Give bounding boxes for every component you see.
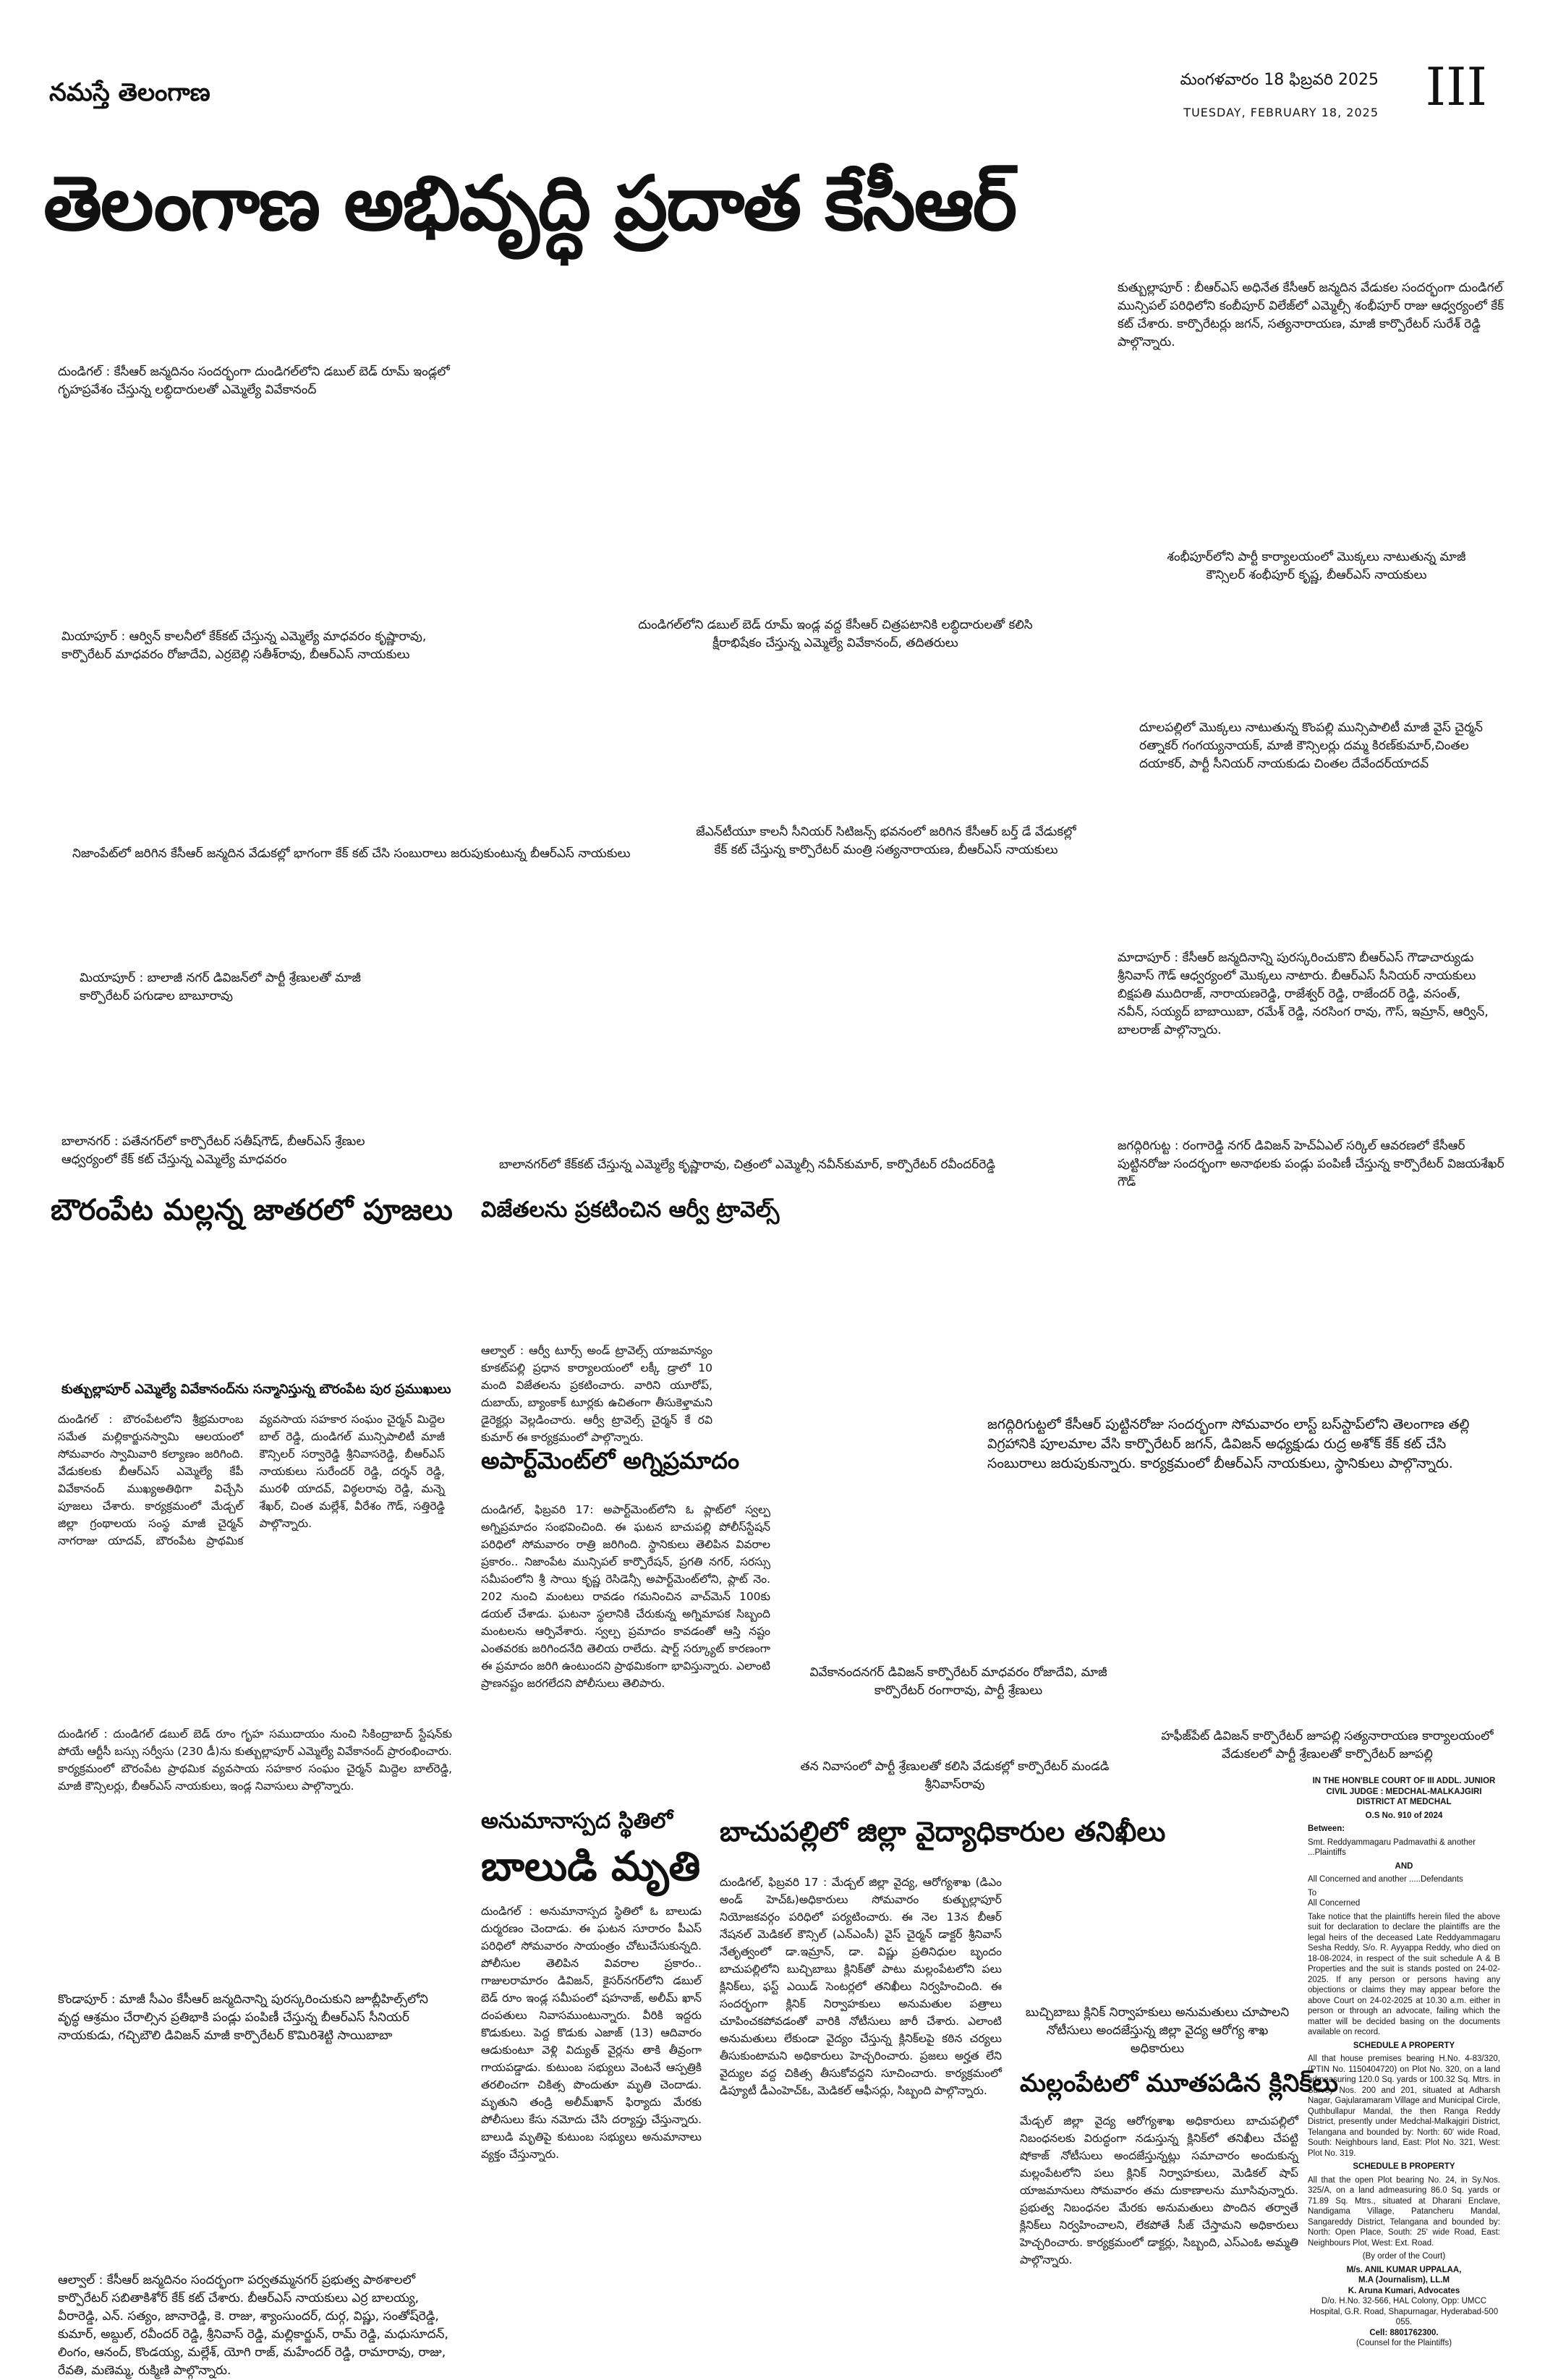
story-fire-headline: అపార్ట్‌మెంట్‌లో అగ్నిప్రమాదం	[481, 1447, 740, 1474]
caption-alwal-school: ఆల్వాల్ : కేసీఆర్ జన్మదినం సందర్భంగా పర్వతమ్మనగర్ ప్రభుత్వ పాఠశాలలో కార్పొరేటర్ సబితాకిశోర్ కేక్ కట్ చేశారు. బీఆర్ఎస్ నాయకులు ఎర్ర బాలయ్య, వీరారెడ్డి, ఎన్. సత్యం, జానారెడ్డి, కె. రాజు, శ్యాంసుందర్, దుర్గ, విష్ణు, సంతోష్‌రెడ్డి, కుమార్, అబ్దుల్, రవీందర్ రెడ్డి, శ్రీనివాస్ రెడ్డి, మల్లికార్జున్, రామ్ రెడ్డి, మధుసూదన్, లింగం, ఆనంద్, కొండయ్య, మల్లేశ్, యోగి రాజ్, మహేందర్ రెడ్డి, రామారావు, రాజు, రేవతి, మణెమ్మ, రుక్మిణి పాల్గొన్నారు.	[58, 2273, 448, 2378]
ad-case-number: O.S No. 910 of 2024	[1365, 1811, 1443, 1820]
ad-address: D/o. H.No. 32-566, HAL Colony, Opp: UMCC Hospital, G.R. Road, Shapurnagar, Hyderabad-500 055.	[1309, 2297, 1499, 2326]
caption-kondapur-ashram: కొండాపూర్ : మాజీ సీఎం కేసీఆర్ జన్మదినాన్ని పురస్కరించుకుని జూబ్లీహిల్స్‌లోని వృద్ధ ఆశ్రమం చేరాల్సిన ప్రతిభాకి పండ్లు పంపిణీ చేస్తున్న బీఆర్ఎస్ సీనియర్ నాయకుడు, గచ్చిబౌలి డివిజన్ మాజీ కార్పొరేటర్ కొమిరిశెట్టి సాయిబాబా	[58, 1992, 428, 2043]
ad-defendants: All Concerned and another .....Defendants	[1308, 1875, 1463, 1884]
caption-balanagar-fatehnagar: బాలానగర్ : పతేనగర్‌లో కార్పొరేటర్ సతీష్‌గౌడ్, బీఆర్ఎస్ శ్రేణుల ఆధ్వర్యంలో కేక్ కట్ చేస్తున్న ఎమ్మెల్యే మాధవరం	[61, 1134, 365, 1167]
story-bowrampet-body: దుండిగల్ : బౌరంపేటలోని శ్రీభ్రమరాంబ సమేత మల్లికార్జునస్వామి ఆలయంలో సోమవారం స్వామివారి కల్యాణం జరిగింది. వేడుకలకు బీఆర్ఎస్ ఎమ్మెల్యే కేపీ వివేకానంద్ ముఖ్యఅతిథిగా విచ్చేసి పూజలు చేశారు. కార్యక్రమంలో మేడ్చల్ జిల్లా గ్రంథాలయ సంస్థ మాజీ చైర్మన్ నాగరాజు యాదవ్, బౌరంపేట ప్రాథమిక వ్యవసాయ సహకార సంఘం చైర్మన్ మిద్దెల బాల్ రెడ్డి, దుండిగల్ మున్సిపాలిటీ మాజీ కౌన్సిలర్ సర్వారెడ్డి శ్రీనివాసరెడ్డి, బీఆర్ఎస్ నాయకులు సురేందర్ రెడ్డి, దర్శన్ రెడ్డి, మురళీ యాదవ్, విఠ్ఠలరావు రెడ్డి, మన్నె శేఖర్, చింత మల్లేశ్, వీరేశం గౌడ్, సత్తిరెడ్డి పాల్గొన్నారు.	[58, 1413, 445, 1547]
ad-schedule-b-title: SCHEDULE B PROPERTY	[1353, 2162, 1455, 2171]
date-english: TUESDAY, FEBRUARY 18, 2025	[1183, 106, 1379, 119]
caption-jagadgirigutta-statue: జగద్గిరిగుట్టలో కేసీఆర్ పుట్టినరోజు సందర్భంగా సోమవారం లాస్ట్ బస్‌స్టాప్‌లోని తెలంగాణ తల్లి విగ్రహానికి పూలమాల వేసి కార్పొరేటర్ జగన్, డివిజన్ అధ్యక్షుడు రుద్ర అశోక్ కేక్ కట్ చేసి సంబురాలు జరుపుకున్నారు. కార్యక్రమంలో బీఆర్ఎస్ నాయకులు, స్థానికులు పాల్గొన్నారు.	[987, 1416, 1470, 1471]
ad-firm: M/s. ANIL KUMAR UPPALAA,	[1346, 2265, 1462, 2274]
caption-clinic-notices: బుచ్చిబాబు క్లినిక్ నిర్వాహకులు అనుమతులు చూపాలని నోటీసులు అందజేస్తున్న జిల్లా వైద్య ఆరోగ్య శాఖ అధికారులు	[1025, 2005, 1290, 2056]
story-rv-travels-body: ఆల్వాల్ : ఆర్వీ టూర్స్ అండ్ ట్రావెల్స్ యాజమాన్యం కూకట్‌పల్లి ప్రధాన కార్యాలయంలో లక్కీ డ్రాలో 10 మంది విజేతలను ప్రకటించారు. వారిని యూరోప్, దుబాయ్, బ్యాంకాక్ టూర్లకు ఉచితంగా తీసుకెళ్తామని డైరెక్టర్లు వెల్లడించారు. ఆర్వీ ట్రావెల్స్ చైర్మన్ కే రవి కుమార్ ఈ కార్యక్రమంలో పాల్గొన్నారు.	[481, 1344, 712, 1444]
story-boy-death-body: దుండిగల్ : అనుమానాస్పద స్థితిలో ఓ బాలుడు దుర్మరణం చెందాడు. ఈ ఘటన సూరారం పీఎస్ పరిధిలో సోమవారం సాయంత్రం చోటుచేసుకున్నది. పోలీసుల తెలిపిన వివరాల ప్రకారం.. గాజులరామారం డివిజన్, కైసర్‌నగర్‌లోని డబుల్ బెడ్ రూం ఇండ్ల సమీపంలో షహనాజ్, అలీమ్ ఖాన్ దంపతులు నివాసముంటున్నారు. వీరికి ఇద్దరు కొడుకులు. పెద్ద కొడుకు ఎజాజ్ (13) ఆదివారం ఆడుకుంటూ వెళ్లి విద్యుత్ వైర్లను తాకి తీవ్రంగా గాయపడ్డాడు. కుటుంబ సభ్యులు వెంటనే ఆస్పత్రికి తరలించగా చికిత్స పొందుతూ మృతి చెందాడు. మృతుని తండ్రి అలీమ్‌ఖాన్ ఫిర్యాదు మేరకు పోలీసులు కేసు నమోదు చేసి దర్యాప్తు చేస్తున్నారు. బాలుడి మృతిపై కుటుంబ సభ్యులు అనుమానాలు వ్యక్తం చేస్తున్నారు.	[481, 1905, 702, 2161]
story-clinics-body: మేడ్చల్ జిల్లా వైద్య ఆరోగ్యశాఖ అధికారులు బాచుపల్లిలో నిబంధనలకు విరుద్ధంగా నడుస్తున్న క్లినిక్‌లో తనిఖీలు చేపట్టి షోకాజ్ నోటీసులు అందజేస్తున్నట్లు సమాచారం అందుకున్న మల్లంపేటలోని పలు క్లినిక్ నిర్వాహకులు, మెడికల్ షాప్ యాజమానులు సోమవారం తమ దుకాణాలను మూసివున్నారు. ప్రభుత్వ నిబంధనల మేరకు అనుమతులు పొందిన తర్వాతే క్లినిక్‌లు నిర్వహించాలని, లేకపోతే సీజ్ చేస్తామని అధికారులు హెచ్చరించారు. కార్యక్రమంలో డాక్టర్లు, సిబ్బంది, ఎస్ఎంఓ అమ్మతి పాల్గొన్నారు.	[1020, 2115, 1298, 2266]
story-boy-death-kicker: అనుమానాస్పద స్థితిలో	[481, 1809, 673, 1834]
caption-dulapally-plants: దూలపల్లిలో మొక్కలు నాటుతున్న కొంపల్లి మున్సిపాలిటీ మాజీ వైస్ చైర్మన్ రత్నాకర్ గంగయ్యనాయక్, మాజీ కౌన్సిలర్లు దమ్మ కిరణ్‌కుమార్,చింతల దయాకర్, పార్టీ సీనియర్ నాయకుడు చింతల దేవేందర్‌యాదవ్	[1139, 721, 1483, 771]
legal-notice-ad	[1308, 1776, 1500, 2352]
caption-nizampet: నిజాంపేట్‌లో జరిగిన కేసీఆర్ జన్మదిన వేడుకల్లో భాగంగా కేక్ కట్ చేసి సంబురాలు జరుపుకుంటున్న బీఆర్ఎస్ నాయకులు	[72, 846, 631, 861]
ad-and: AND	[1395, 1861, 1413, 1871]
caption-jntu-colony: జేఎన్‌టీయూ కాలనీ సీనియర్ సిటిజన్స్ భవనంలో జరిగిన కేసీఆర్ బర్త్ డే వేడుకల్లో కేక్ కట్ చేస్తున్న కార్పొరేటర్ మంత్రి సత్యనారాయణ, బీఆర్ఎస్ నాయకులు	[696, 825, 1076, 857]
caption-residence-celebration: తన నివాసంలో పార్టీ శ్రేణులతో కలిసి వేడుకల్లో కార్పొరేటర్ మండడి శ్రీనివాస్‌రావు	[800, 1759, 1110, 1792]
ad-schedule-a: All that house premises bearing H.No. 4-83/320, (PTIN No. 1150404720) on Plot No. 320, on a land admeasuring 120.0 Sq. yards or 100.32 Sq. Mtrs. in Survey Nos. 200 and 201, situated at Adharsh Nagar, Gajularamaram Village and Municipal Circle, Quthbullapur Mandal, the then Ranga Reddy District, presently under Medchal-Malkajgiri District, Telangana and bounded by: North: 60' wide Road, South: Neighbours land, East: Plot No. 321, West: Plot No. 319.	[1308, 2054, 1500, 2158]
story-bus-service-body: దుండిగల్ : దుండిగల్ డబుల్ బెడ్ రూం గృహ సముదాయం నుంచి సికింద్రాబాద్ స్టేషన్‌కు పోయే ఆర్టీసీ బస్సు సర్వీసు (230 డీ)ను కుత్బుల్లాపూర్ ఎమ్మెల్యే వివేకానంద్ ప్రారంభించారు. కార్యక్రమంలో బౌరంపేట ప్రాథమిక వ్యవసాయ సహకార సంఘం చైర్మన్ మిద్దెల బాల్‌రెడ్డి, మాజీ కౌన్సిలర్లు, బీఆర్ఎస్ నాయకులు, ఇండ్ల నివాసులు పాల్గొన్నారు.	[58, 1727, 452, 1793]
caption-double-bedroom-entry: దుండిగల్ : కేసీఆర్ జన్మదినం సందర్భంగా దుండిగల్‌లోని డబుల్ బెడ్ రూమ్ ఇండ్లలో గృహప్రవేశం చేస్తున్న లబ్ధిదారులతో ఎమ్మెల్యే వివేకానంద్	[58, 365, 450, 397]
caption-madapur-plants: మాదాపూర్ : కేసీఆర్ జన్మదినాన్ని పురస్కరించుకొని బీఆర్ఎస్ గౌడాచార్యుడు శ్రీనివాస్ గౌడ్ ఆధ్వర్యంలో మొక్కలు నాటారు. బీఆర్ఎస్ సీనియర్ నాయకులు బిక్షపతి ముదిరాజ్, నారాయణరెడ్డి, రాజేశ్వర్ రెడ్డి, రాజేందర్ రెడ్డి, వసంత్, నవీన్, సయ్యద్ బాబాయిబా, రమేశ్ రెడ్డి, నరసింగ రావు, గౌస్, ఇమ్రాన్, ఆర్విన్, బాలరాజ్ పాల్గొన్నారు.	[1118, 951, 1489, 1037]
ad-notice: Take notice that the plaintiffs herein filed the above suit for declaration to declare the plaintiffs are the legal heirs of the deceased Late Reddyammagaru Sesha Reddy, S/o. R. Ayyappa Reddy, who died on 18-08-2024, in respect of the suit schedule A & B Properties and the suit is stands posted on 24-02-2025. If any person or persons having any objections or claims they may appear before the above Court on 24-02-2025 at 10.30 a.m. either in person or through an advocate, failing which the matter will be decided basing on the documents available on record.	[1308, 1912, 1500, 2036]
page-number: III	[1425, 56, 1487, 117]
caption-balaji-nagar: మియాపూర్ : బాలాజీ నగర్ డివిజన్‌లో పార్టీ శ్రేణులతో మాజీ కార్పొరేటర్ పగుడాల బాబూరావు	[80, 971, 361, 1003]
story-fire-body: దుండిగల్, ఫిబ్రవరి 17: అపార్ట్‌మెంట్‌లోని ఓ ప్లాట్‌లో స్వల్ప అగ్నిప్రమాదం సంభవించింది. ఈ ఘటన బాచుపల్లి పోలీస్‌స్టేషన్ పరిధిలో సోమవారం రాత్రి జరిగింది. స్థానికులు తెలిపిన వివరాల ప్రకారం.. నిజాంపేట మున్సిపల్ కార్పొరేషన్, ప్రగతి నగర్, సరస్సు సమీపంలోని శ్రీ సాయి కృష్ణ రెసిడెన్సీ అపార్ట్‌మెంట్‌లోని, ప్లాట్ నెం. 202 నుంచి మంటలు రావడం గమనించిన వాచ్‌మెన్ 100కు డయల్ చేశాడు. ఘటనా స్థలానికి చేరుకున్న అగ్నిమాపక సిబ్బంది మంటలను ఆర్పివేశారు. స్వల్ప ప్రమాదం కావడంతో ఆస్తి నష్టం ఎంతవరకు జరిగిందనేది తెలియ రాలేదు. షార్ట్ సర్క్యూట్ కారణంగా ఈ ప్రమాదం జరిగి ఉంటుందని ప్రాథమికంగా భావిస్తున్నారు. ఎలాంటి ప్రాణనష్టం జరగలేదని పోలీసులు తెలిపారు.	[481, 1503, 770, 1690]
masthead: నమస్తే తెలంగాణ	[49, 78, 210, 107]
story-bowrampet-kicker: కుత్బుల్లాపూర్ ఎమ్మెల్యే వివేకానంద్‌ను సన్మానిస్తున్న బౌరంపేట పుర ప్రముఖులు	[61, 1382, 451, 1397]
ad-schedule-a-title: SCHEDULE A PROPERTY	[1353, 2041, 1455, 2050]
story-bowrampet-headline: బౌరంపేట మల్లన్న జాతరలో పూజలు	[51, 1194, 453, 1227]
main-headline: తెలంగాణ అభివృద్ధి ప్రదాత కేసీఆర్	[43, 159, 1016, 247]
caption-balanagar-cake: బాలానగర్‌లో కేక్‌కట్ చేస్తున్న ఎమ్మెల్యే కృష్ణారావు, చిత్రంలో ఎమ్మెల్సీ నవీన్‌కుమార్, కార్పొరేటర్ రవీందర్‌రెడ్డి	[499, 1157, 996, 1172]
story-clinics-headline: మల్లంపేటలో మూతపడిన క్లినిక్‌లు	[1020, 2069, 1338, 2098]
caption-milk-abhishekam: దుండిగల్‌లోని డబుల్ బెడ్ రూమ్ ఇండ్ల వద్ద కేసీఆర్ చిత్రపటానికి లబ్ధిదారులతో కలిసి క్షీరాభిషేకం చేస్తున్న ఎమ్మెల్యే వివేకానంద్, తదితరులు	[638, 618, 1033, 650]
ad-advocate: K. Aruna Kumari, Advocates	[1348, 2286, 1460, 2295]
story-inspection-body: దుండిగల్, ఫిబ్రవరి 17 : మేడ్చల్ జిల్లా వైద్య, ఆరోగ్యశాఖ (డిఎం అండ్ హెచ్‌ఓ)అధికారులు సోమవారం కుత్బుల్లాపూర్ నియోజకవర్గం పరిధిలో పర్యటించారు. ఈ నెల 13న బీఆర్ నేషనల్ మెడికల్ కౌన్సిల్ (ఎన్ఎంసీ) వైస్ చైర్మన్ డాక్టర్ శ్రీనివాస్ నేతృత్వంలో డా.ఇమ్రాన్, డా. విష్ణు ప్రతినిధుల బృందం బాచుపల్లిలోని బుచ్చిబాబు క్లినిక్‌తో పాటు మల్లంపేటలోని పలు క్లినిక్‌లు, ఫస్ట్ ఎయిడ్ సెంటర్లలో తనిఖీలు నిర్వహించింది. ఈ సందర్భంగా క్లినిక్ నిర్వాహకులు అనుమతుల పత్రాలు చూపించకపోవడంతో వారికి నోటీసులు జారీ చేశారు. ఎలాంటి అనుమతులు లేకుండా వైద్యం చేస్తున్న క్లినిక్‌లపై కఠిన చర్యలు తీసుకుంటామని అధికారులు హెచ్చరించారు. ప్రజలు అర్హత లేని వైద్యుల వద్ద చికిత్స తీసుకోవద్దని సూచించారు. కార్యక్రమంలో డిప్యూటీ డీఎంహెచ్‌ఓ, మెడికల్ ఆఫీసర్లు, సిబ్బంది పాల్గొన్నారు.	[720, 1876, 1002, 2097]
date-telugu: మంగళవారం 18 ఫిబ్రవరి 2025	[1180, 71, 1379, 89]
ad-court: IN THE HON'BLE COURT OF III ADDL. JUNIOR CIVIL JUDGE : MEDCHAL-MALKAJGIRI DISTRICT AT MEDCHAL	[1312, 1777, 1496, 1806]
ad-between: Between:	[1308, 1824, 1345, 1833]
ad-schedule-b: All that the open Plot bearing No. 24, in Sy.Nos. 325/A, on a land admeasuring 86.0 Sq. yards or 71.89 Sq. Mtrs., situated at Dharani Enclave, Nandigama Village, Patancheru Mandal, Sangareddy District, Telangana and bounded by: North: Open Place, South: 25' wide Road, East: Neighbours Plot, West: Ext. Road.	[1308, 2175, 1500, 2248]
story-rv-travels-headline: విజేతలను ప్రకటించిన ఆర్వీ ట్రావెల్స్	[481, 1197, 780, 1223]
caption-kutbullapur-cake: కుత్బుల్లాపూర్ : బీఆర్ఎస్ అధినేత కేసీఆర్ జన్మదిన వేడుకల సందర్భంగా దుండిగల్ మున్సిపల్ పరిధిలోని కంబీపూర్ విలేజ్‌లో ఎమ్మెల్సీ శంభీపూర్ రాజు ఆధ్వర్యంలో కేక్ కట్ చేశారు. కార్పొరేటర్లు జగన్, సత్యనారాయణ, మాజీ కార్పొరేటర్ సురేశ్ రెడ్డి పాల్గొన్నారు.	[1118, 281, 1504, 349]
ad-counsel: (Counsel for the Plaintiffs)	[1355, 2339, 1452, 2347]
story-boy-death-headline: బాలుడి మృతి	[481, 1843, 701, 1890]
caption-vivekanandanagar: వివేకానందనగర్ డివిజన్ కార్పొరేటర్ మాధవరం రోజాదేవి, మాజీ కార్పొరేటర్ రంగారావు, పార్టీ శ్రేణులు	[809, 1665, 1107, 1698]
ad-order: (By order of the Court)	[1362, 2252, 1446, 2261]
ad-parties: Smt. Reddyammagaru Padmavathi & another ...Plaintiffs	[1308, 1837, 1476, 1857]
caption-shambipur-plants: శంభీపూర్‌లోని పార్టీ కార్యాలయంలో మొక్కలు నాటుతున్న మాజీ కౌన్సిలర్ శంభీపూర్ కృష్ణ, బీఆర్ఎస్ నాయకులు	[1167, 550, 1466, 582]
caption-hafeezpet: హఫీజ్‌పేట్ డివిజన్ కార్పొరేటర్ జూపల్లి సత్యనారాయణ కార్యాలయంలో వేడుకలలో పార్టీ శ్రేణులతో కార్పొరేటర్ జూపల్లి	[1161, 1729, 1494, 1761]
caption-miyapur-cake: మియాపూర్ : ఆర్విన్ కాలనీలో కేక్‌కట్ చేస్తున్న ఎమ్మెల్యే మాధవరం కృష్ణారావు, కార్పొరేటర్ మాధవరం రోజాదేవి, ఎర్రబెల్లి సతీశ్‌రావు, బీఆర్ఎస్ నాయకులు	[61, 629, 427, 662]
ad-cell: Cell: 8801762300.	[1369, 2328, 1439, 2337]
ad-all-concerned: All Concerned	[1308, 1899, 1361, 1908]
ad-firm-qualification: M.A (Journalism), LL.M	[1358, 2276, 1450, 2285]
caption-jagadgirigutta-fruits: జగద్గిరిగుట్ట : రంగారెడ్డి నగర్ డివిజన్ హెచ్ఏఎల్ సర్కిల్ ఆవరణలో కేసీఆర్ పుట్టినరోజు సందర్భంగా అనాథలకు పండ్లు పంపిణీ చేస్తున్న కార్పొరేటర్ విజయశేఖర్ గౌడ్	[1118, 1139, 1504, 1189]
ad-to: To	[1308, 1888, 1317, 1897]
story-inspection-headline: బాచుపల్లిలో జిల్లా వైద్యాధికారుల తనిఖీలు	[720, 1816, 1166, 1848]
